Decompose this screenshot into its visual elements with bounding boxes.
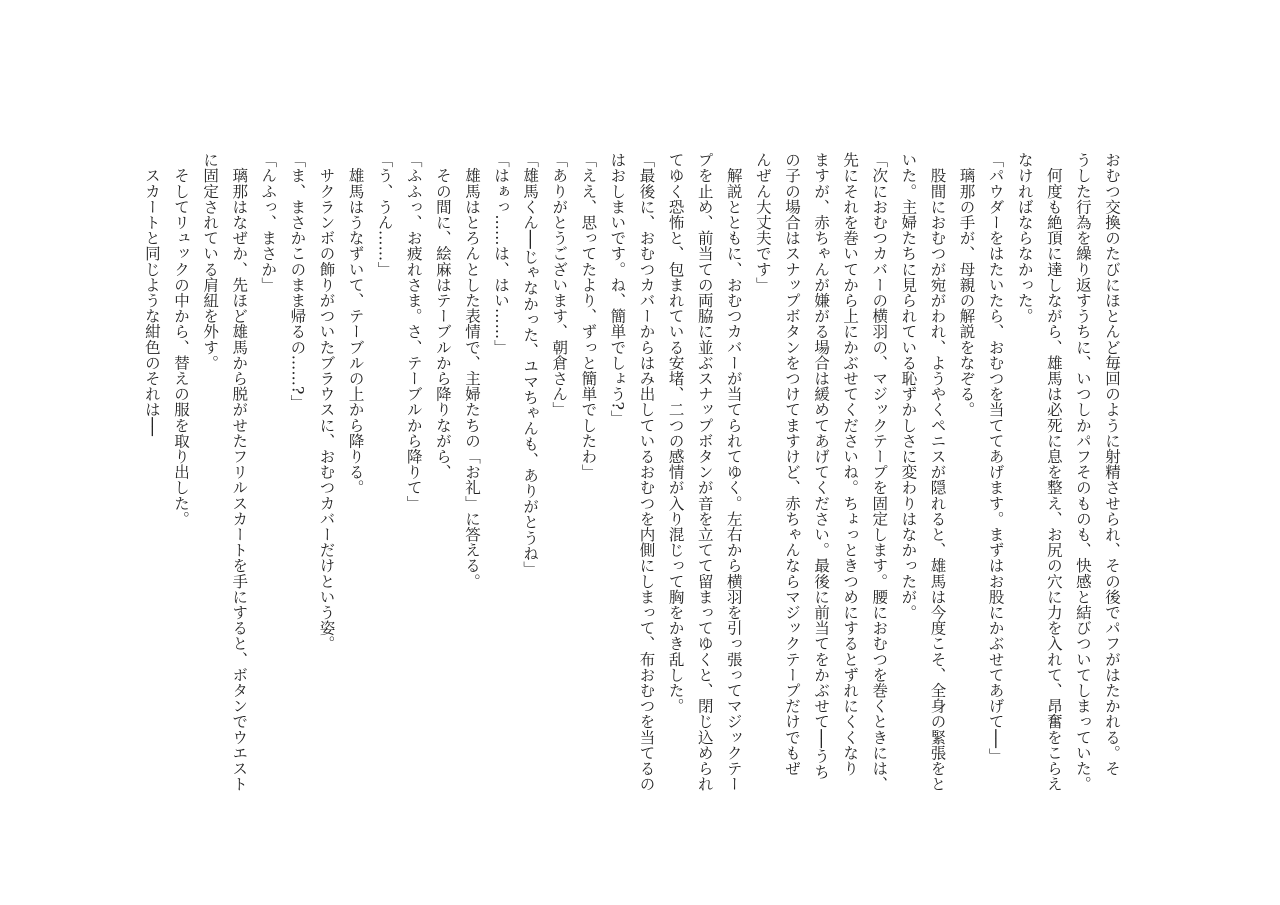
text-line: 「はぁっ……は、はい……」 <box>492 152 511 355</box>
text-line: なければならなかった。 <box>1015 152 1034 324</box>
text-line: サクランボの飾りがついたブラウスに、おむつカバーだけという姿。 <box>317 152 336 652</box>
text-line: 雄馬はうなずいて、テーブルの上から降りる。 <box>346 152 365 496</box>
text-line: そしてリュックの中から、替えの服を取り出した。 <box>172 152 190 527</box>
text-line: 璃那の手が、母親の解説をなぞる。 <box>957 152 976 418</box>
text-line: プを止め、前当ての両脇に並ぶスナップボタンが音を立てて留まってゆくと、閉じ込められ <box>695 152 714 792</box>
text-line: 先にそれを巻いてから上にかぶせてくださいね。ちょっときつめにするとずれにくくなり <box>841 152 860 776</box>
body-text <box>137 152 1126 792</box>
text-line: おむつ交換のたびにほとんど毎回のように射精させられ、その後でパフがはたかれる。そ <box>1103 152 1121 776</box>
text-line: んぜん大丈夫です」 <box>753 152 772 293</box>
text-line: はおしまいです。ね、簡単でしょう?」 <box>608 152 627 426</box>
text-line: 「ありがとうございます、朝倉さん」 <box>550 152 569 418</box>
text-line: 璃那はなぜか、先ほど雄馬から脱がせたフリルスカートを手にすると、ボタンでウエスト <box>230 152 249 792</box>
text-line: 「最後に、おむつカバーからはみ出しているおむつを内側にしまって、布おむつを当てるの <box>637 152 656 792</box>
text-line: 解説とともに、おむつカバーが当てられてゆく。左右から横羽を引っ張ってマジックテー <box>724 152 743 792</box>
text-line: 「ふふっ、お疲れさま。さ、テーブルから降りて」 <box>404 152 423 511</box>
text-line: 「う、うん……」 <box>375 152 394 277</box>
text-line: 雄馬はとろんとした表情で、主婦たちの「お礼」に答える。 <box>462 152 481 589</box>
text-line: 何度も絶頂に達しながら、雄馬は必死に息を整え、お尻の穴に力を入れて、昂奮をこらえ <box>1044 152 1063 792</box>
text-line: ますが、赤ちゃんが嫌がる場合は緩めてあげてください。最後に前当てをかぶせて──うち <box>812 152 831 780</box>
text-line: 股間におむつが宛がわれ、ようやくペニスが隠れると、雄馬は今度こそ、全身の緊張をと <box>928 152 947 792</box>
text-line: その間に、絵麻はテーブルから降りながら、 <box>433 152 452 480</box>
text-line: いた。主婦たちに見られている恥ずかしさに変わりはなかったが。 <box>899 152 918 620</box>
text-line: 「んふっ、まさか」 <box>259 152 278 293</box>
text-line: てゆく恐怖と、包まれている安堵、二つの感情が入り混じって胸をかき乱した。 <box>666 152 685 714</box>
text-line: 「ま、まさかこのまま帰るの……?」 <box>288 152 307 411</box>
text-line: 「パウダーをはたいたら、おむつを当ててあげます。まずはお股にかぶせてあげて──」 <box>986 152 1005 764</box>
text-line: スカートと同じような紺色のそれは── <box>142 152 161 437</box>
text-line: に固定されている肩紐を外す。 <box>201 152 220 371</box>
text-line: 「雄馬くん──じゃなかった、ユマちゃんも、ありがとうね」 <box>521 152 540 577</box>
text-line: 「次におむつカバーの横羽の、マジックテープを固定します。腰におむつを巻くときには、 <box>870 152 889 792</box>
text-line: うした行為を繰り返すうちに、いつしかパフそのものも、快感と結びついてしまっていた。 <box>1073 152 1092 792</box>
text-line: の子の場合はスナップボタンをつけてますけど、赤ちゃんならマジックテープだけでもぜ <box>782 152 801 776</box>
text-line: 「ええ、思ってたより、ずっと簡単でしたわ」 <box>579 152 598 480</box>
